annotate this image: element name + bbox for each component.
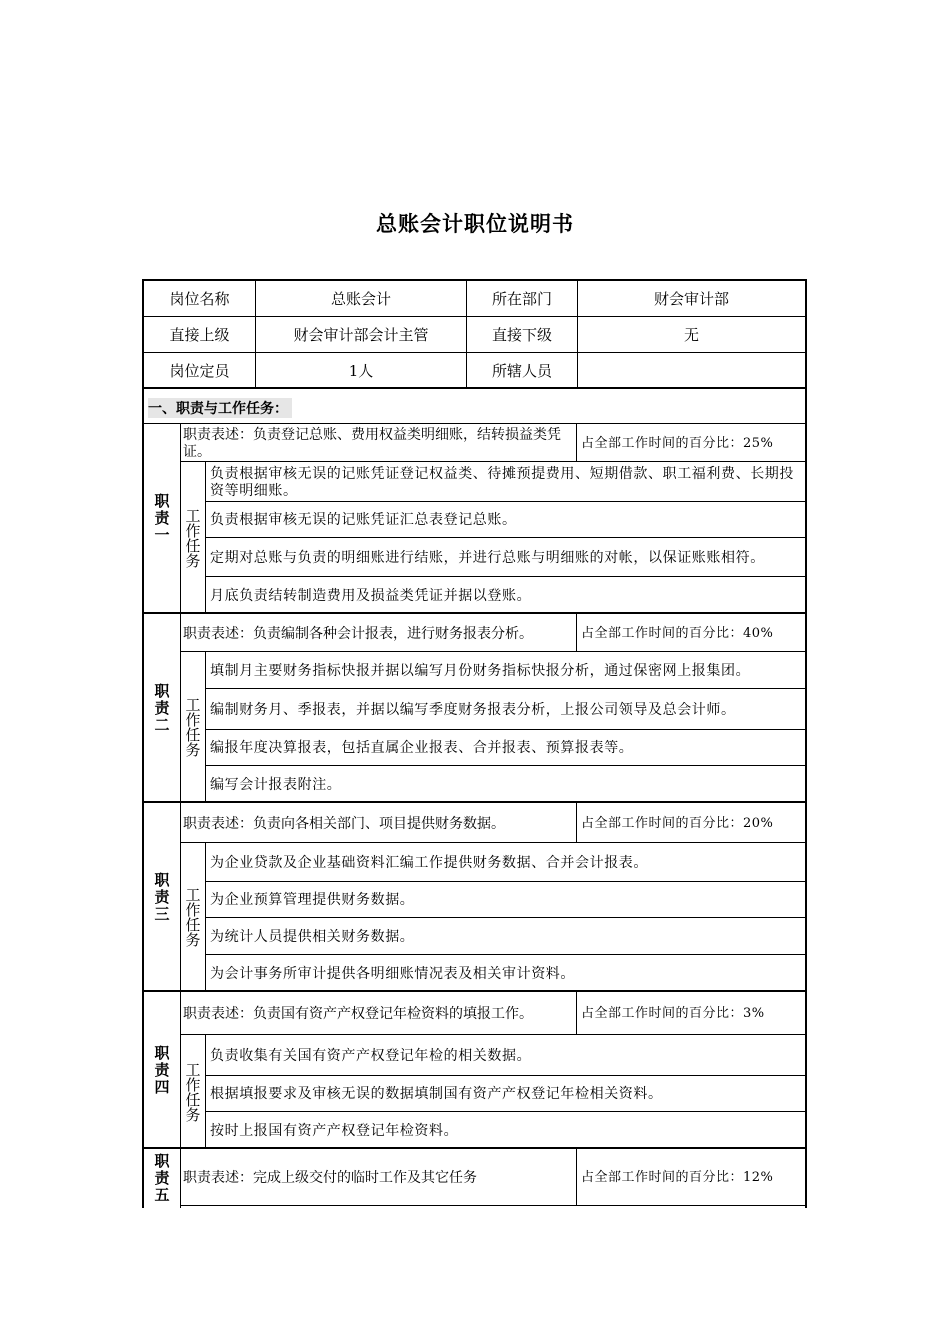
duty-label: 职责二	[144, 614, 181, 802]
duty-label: 职责三	[144, 803, 181, 991]
task-item: 为会计事务所审计提供各明细账情况表及相关审计资料。	[210, 965, 575, 982]
task-item: 负责收集有关国有资产产权登记年检的相关数据。	[206, 1035, 805, 1076]
task-item: 根据填报要求及审核无误的数据填制国有资产产权登记年检相关资料。	[206, 1076, 805, 1112]
duty-percent: 占全部工作时间的百分比：3%	[577, 992, 805, 1035]
duty-label: 职责五	[144, 1149, 181, 1208]
duty-percent: 占全部工作时间的百分比：20%	[577, 803, 805, 843]
section-title: 一、职责与工作任务：	[148, 398, 292, 418]
position-info-table	[142, 279, 807, 389]
task-label: 工作任务	[181, 462, 206, 613]
section-header	[144, 389, 805, 424]
info-value: 1人	[256, 353, 467, 387]
info-value: 总账会计	[256, 281, 467, 316]
task-item: 为企业预算管理提供财务数据。	[206, 882, 805, 918]
info-value: 财会审计部	[653, 290, 729, 308]
task-item: 为统计人员提供相关财务数据。	[206, 918, 805, 955]
info-label: 直接下级	[467, 317, 578, 352]
task-item: 编报年度决算报表，包括直属企业报表、合并报表、预算报表等。	[206, 730, 805, 766]
duty-block-1	[144, 424, 805, 613]
duty-description: 职责表述：负责登记总账、费用权益类明细账，结转损益类凭证。	[181, 424, 577, 462]
info-row	[144, 353, 805, 387]
info-value	[578, 353, 805, 387]
info-value: 财会审计部会计主管	[256, 317, 467, 352]
info-label: 岗位名称	[144, 281, 256, 316]
duty-block-4	[144, 992, 805, 1148]
info-label: 所在部门	[467, 281, 578, 316]
task-item: 编制财务月、季报表，并据以编写季度财务报表分析，上报公司领导及总会计师。	[206, 689, 805, 730]
duty-block-5	[144, 1149, 805, 1208]
duties-table	[142, 389, 807, 1208]
task-label: 工作任务	[181, 652, 206, 802]
page-title: 总账会计职位说明书	[376, 212, 574, 236]
duty-block-2	[144, 614, 805, 802]
task-item: 负责根据审核无误的记账凭证汇总表登记总账。	[206, 502, 805, 538]
info-label: 所辖人员	[467, 353, 578, 387]
duty-description: 职责表述：负责国有资产产权登记年检资料的填报工作。	[181, 992, 577, 1035]
info-value: 无	[683, 326, 699, 344]
duty-percent: 占全部工作时间的百分比：25%	[577, 424, 805, 462]
duty-description: 职责表述：负责编制各种会计报表，进行财务报表分析。	[181, 614, 577, 652]
info-label: 直接上级	[144, 317, 256, 352]
task-item: 编写会计报表附注。	[210, 776, 342, 793]
info-row	[144, 281, 805, 317]
duty-label: 职责四	[144, 992, 181, 1148]
task-item: 为企业贷款及企业基础资料汇编工作提供财务数据、合并会计报表。	[206, 843, 805, 882]
task-label: 工作任务	[181, 843, 206, 991]
task-item: 负责根据审核无误的记账凭证登记权益类、待摊预提费用、短期借款、职工福利费、长期投资等明细账。	[206, 462, 805, 502]
task-label: 工作任务	[181, 1035, 206, 1148]
duty-label: 职责一	[144, 424, 181, 613]
info-row	[144, 317, 805, 353]
task-item: 月底负责结转制造费用及损益类凭证并据以登账。	[210, 587, 532, 604]
task-item: 按时上报国有资产产权登记年检资料。	[210, 1122, 459, 1139]
task-item: 定期对总账与负责的明细账进行结账，并进行总账与明细账的对帐，以保证账账相符。	[206, 538, 805, 577]
duty-description: 职责表述：完成上级交付的临时工作及其它任务	[181, 1149, 577, 1206]
duty-description: 职责表述：负责向各相关部门、项目提供财务数据。	[181, 803, 577, 843]
duty-block-3	[144, 803, 805, 991]
duty-percent: 占全部工作时间的百分比：12%	[577, 1149, 805, 1206]
duty-percent: 占全部工作时间的百分比：40%	[577, 614, 805, 652]
info-label: 岗位定员	[144, 353, 256, 387]
task-item: 填制月主要财务指标快报并据以编写月份财务指标快报分析，通过保密网上报集团。	[206, 652, 805, 689]
